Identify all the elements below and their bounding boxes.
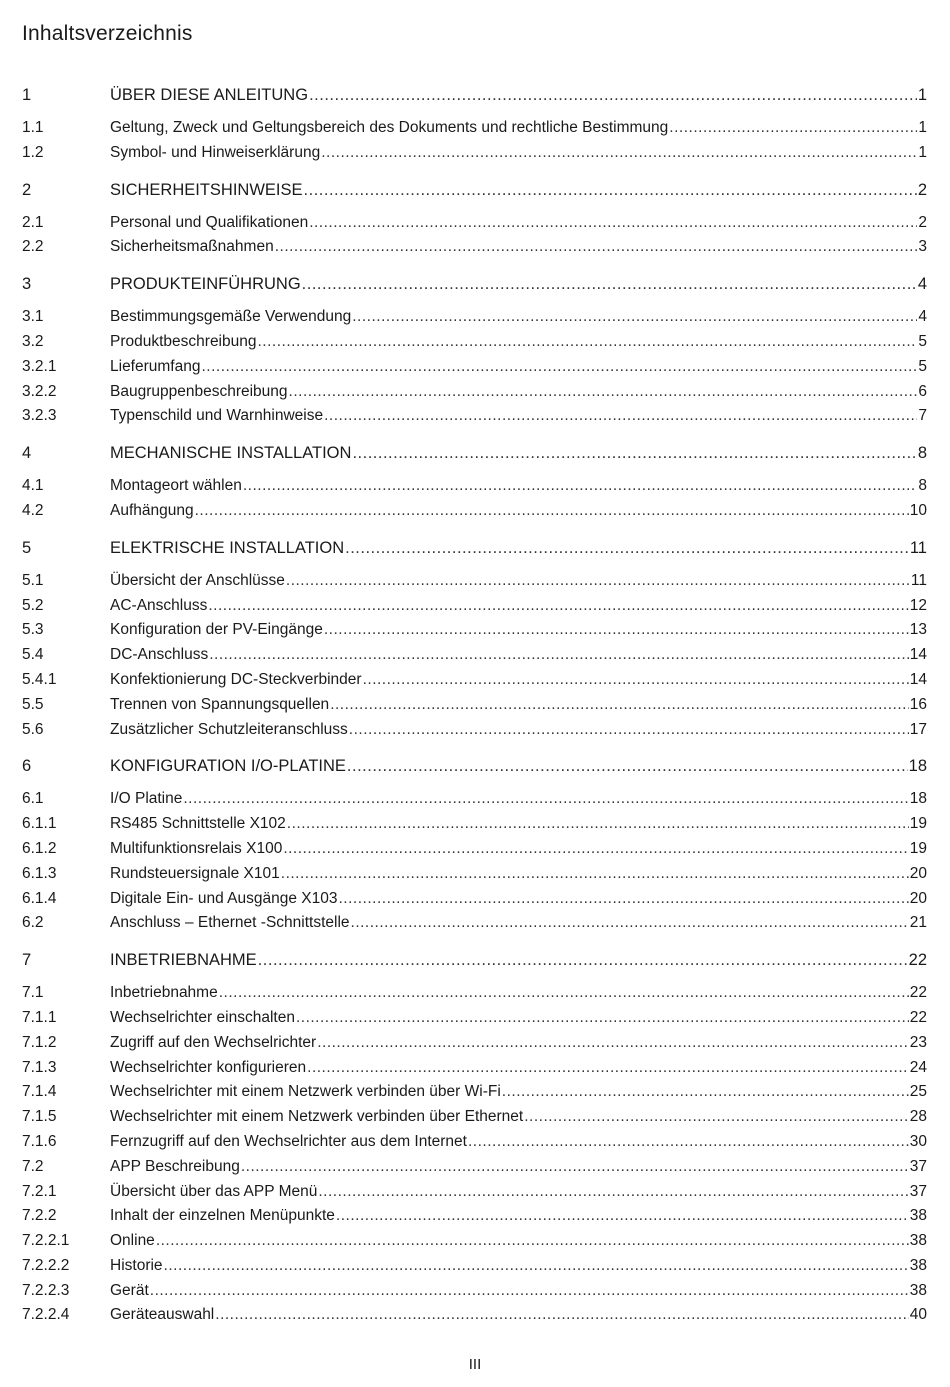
toc-entry-title: INBETRIEBNAHME (110, 951, 257, 970)
toc-entry-title: Online (110, 1232, 155, 1250)
dot-leader (286, 569, 910, 594)
toc-entry-title: Produktbeschreibung (110, 332, 257, 350)
toc-row[interactable] (22, 862, 927, 887)
dot-leader (201, 355, 917, 380)
toc-row[interactable] (22, 981, 927, 1006)
toc-entry-page: 1 (918, 143, 927, 161)
toc-entry-number: 2 (22, 180, 32, 199)
toc-entry-page: 5 (918, 332, 927, 350)
toc-entry-number: 7.2.2 (22, 1207, 57, 1225)
dot-leader (258, 947, 908, 973)
toc-entry-number: 5 (22, 538, 32, 557)
toc-entry-number: 7.2.2.3 (22, 1281, 70, 1299)
dot-leader (669, 116, 917, 141)
toc-entry-number: 3.2.1 (22, 357, 57, 375)
toc-row[interactable] (22, 837, 927, 862)
toc-entry-number: 7.1.5 (22, 1108, 57, 1126)
toc-entry-title: ÜBER DIESE ANLEITUNG (110, 86, 309, 104)
toc-entry-number: 5.1 (22, 571, 44, 589)
toc-entry-page: 1 (917, 86, 927, 104)
toc-entry-number: 5.3 (22, 621, 44, 639)
toc-entry-title: Typenschild und Warnhinweise (110, 407, 324, 425)
toc-entry-page: 13 (909, 621, 927, 639)
toc-entry-title: Anschluss – Ethernet -Schnittstelle (110, 914, 350, 932)
toc-entry-page: 20 (909, 864, 927, 882)
toc-entry-page: 14 (909, 670, 927, 688)
toc-row[interactable] (22, 718, 927, 743)
toc-row[interactable] (22, 1056, 927, 1081)
toc-entry-page: 18 (909, 790, 927, 808)
toc-chapter-row[interactable] (22, 947, 927, 973)
toc-entry-title: I/O Platine (110, 790, 183, 808)
dot-leader (345, 535, 909, 561)
toc-row[interactable] (22, 235, 927, 260)
toc-entry-page: 7 (918, 407, 927, 425)
dot-leader (524, 1105, 909, 1130)
toc-entry-title: Bestimmungsgemäße Verwendung (110, 308, 352, 326)
toc-entry-title: KONFIGURATION I/O-PLATINE (110, 757, 346, 776)
dot-leader (208, 594, 908, 619)
toc-entry-number: 6 (22, 757, 32, 776)
toc-row[interactable] (22, 499, 927, 524)
dot-leader (502, 1080, 909, 1105)
toc-entry-page: 25 (909, 1083, 927, 1101)
toc-row[interactable] (22, 305, 927, 330)
toc-entry-page: 21 (909, 914, 927, 932)
dot-leader (468, 1130, 909, 1155)
toc-entry-page: 30 (909, 1132, 927, 1150)
dot-leader (352, 440, 916, 466)
toc-row[interactable] (22, 1130, 927, 1155)
toc-entry-title: Multifunktionsrelais X100 (110, 839, 283, 857)
toc-entry-page: 37 (909, 1182, 927, 1200)
toc-entry-page: 19 (909, 839, 927, 857)
toc-row[interactable] (22, 1303, 927, 1328)
toc-entry-number: 3 (22, 275, 32, 294)
dot-leader (309, 82, 917, 108)
toc-entry-number: 4.1 (22, 477, 44, 495)
toc-entry-title: MECHANISCHE INSTALLATION (110, 444, 352, 463)
toc-entry-number: 3.1 (22, 308, 44, 326)
dot-leader (302, 271, 917, 297)
dot-leader (307, 1056, 909, 1081)
toc-entry-page: 4 (917, 275, 927, 294)
toc-entry-number: 6.1.4 (22, 889, 57, 907)
toc-row[interactable] (22, 1031, 927, 1056)
toc-entry-number: 7 (22, 951, 32, 970)
toc-entry-page: 22 (909, 1008, 927, 1026)
toc-row[interactable] (22, 1229, 927, 1254)
toc-entry-page: 12 (909, 596, 927, 614)
dot-leader (318, 1180, 908, 1205)
toc-row[interactable] (22, 141, 927, 166)
toc-entry-title: Historie (110, 1256, 163, 1274)
toc-row[interactable] (22, 355, 927, 380)
toc-entry-page: 38 (909, 1256, 927, 1274)
toc-entry-number: 6.1 (22, 790, 44, 808)
toc-entry-number: 3.2.2 (22, 382, 57, 400)
toc-row[interactable] (22, 812, 927, 837)
toc-entry-title: Geräteauswahl (110, 1306, 215, 1324)
toc-entry-title: Konfektionierung DC-Steckverbinder (110, 670, 362, 688)
toc-entry-title: PRODUKTEINFÜHRUNG (110, 275, 301, 294)
toc-entry-number: 1 (22, 86, 32, 104)
toc-row[interactable] (22, 643, 927, 668)
toc-row[interactable] (22, 380, 927, 405)
toc-entry-title: Geltung, Zweck und Geltungsbereich des Dokuments und rechtliche Bestimmung (110, 119, 669, 136)
toc-entry-page: 2 (917, 180, 927, 199)
toc-entry-number: 5.6 (22, 720, 44, 738)
toc-entry-page: 38 (909, 1232, 927, 1250)
toc-entry-number: 5.4.1 (22, 670, 57, 688)
toc-entry-number: 4.2 (22, 501, 44, 519)
toc-entry-number: 7.1.2 (22, 1033, 57, 1051)
toc-entry-number: 7.1.3 (22, 1058, 57, 1076)
dot-leader (339, 887, 909, 912)
toc-entry-page: 38 (909, 1281, 927, 1299)
toc-entry-title: Konfiguration der PV-Eingänge (110, 621, 323, 639)
dot-leader (317, 1031, 909, 1056)
toc-entry-number: 6.2 (22, 914, 44, 932)
toc-entry-page: 38 (909, 1207, 927, 1225)
toc-entry-title: ELEKTRISCHE INSTALLATION (110, 538, 345, 557)
toc-row[interactable] (22, 1254, 927, 1279)
dot-leader (309, 211, 917, 236)
toc-entry-number: 6.1.2 (22, 839, 57, 857)
toc-entry-number: 1.1 (22, 119, 44, 136)
toc-chapter-row[interactable] (22, 271, 927, 297)
toc-entry-title: Inhalt der einzelnen Menüpunkte (110, 1207, 335, 1225)
toc-chapter-row[interactable] (22, 753, 927, 779)
toc-entry-page: 8 (918, 477, 927, 495)
dot-leader (241, 1155, 909, 1180)
toc-row[interactable] (22, 1204, 927, 1229)
toc-entry-page: 22 (908, 951, 927, 970)
toc-entry-title: AC-Anschluss (110, 596, 208, 614)
toc-entry-title: Fernzugriff auf den Wechselrichter aus dem Internet (110, 1132, 467, 1150)
toc-entry-page: 4 (918, 308, 927, 326)
toc-chapter-row[interactable] (22, 440, 927, 466)
toc-entry-title: Digitale Ein- und Ausgänge X103 (110, 889, 338, 907)
toc-entry-page: 2 (918, 213, 927, 231)
toc-entry-page: 22 (909, 984, 927, 1002)
dot-leader (275, 235, 918, 260)
toc-entry-page: 14 (909, 646, 927, 664)
toc-entry-page: 11 (909, 538, 927, 557)
toc-entry-title: Lieferumfang (110, 357, 201, 375)
dot-leader (352, 305, 917, 330)
toc-entry-title: Zugriff auf den Wechselrichter (110, 1033, 317, 1051)
dot-leader (324, 404, 917, 429)
toc-row[interactable] (22, 474, 927, 499)
toc-row[interactable] (22, 787, 927, 812)
toc-entry-title: Wechselrichter einschalten (110, 1008, 295, 1026)
toc-entry-page: 11 (910, 571, 927, 589)
dot-leader (219, 981, 909, 1006)
page-number: III (468, 1356, 482, 1373)
toc-entry-number: 3.2 (22, 332, 44, 350)
toc-chapter-row[interactable] (22, 535, 927, 561)
toc-row[interactable] (22, 594, 927, 619)
toc-chapter-row[interactable] (22, 177, 927, 203)
toc-entry-number: 7.1.6 (22, 1132, 57, 1150)
toc-entry-title: Montageort wählen (110, 477, 242, 495)
dot-leader (296, 1006, 909, 1031)
toc-entry-page: 23 (909, 1033, 927, 1051)
toc-entry-title: Gerät (110, 1281, 149, 1299)
toc-entry-number: 7.2.2.1 (22, 1232, 70, 1250)
toc-entry-number: 7.2.2.2 (22, 1256, 70, 1274)
toc-entry-page: 16 (909, 695, 927, 713)
dot-leader (243, 474, 918, 499)
toc-entry-title: Symbol- und Hinweiserklärung (110, 143, 321, 161)
toc-entry-number: 2.2 (22, 238, 44, 256)
toc-entry-title: Übersicht über das APP Menü (110, 1182, 318, 1200)
toc-row[interactable] (22, 887, 927, 912)
dot-leader (283, 837, 908, 862)
toc-entry-number: 6.1.3 (22, 864, 57, 882)
table-of-contents (22, 82, 927, 1328)
toc-entry-number: 7.2.1 (22, 1182, 57, 1200)
toc-entry-title: Wechselrichter mit einem Netzwerk verbinden über Wi-Fi (110, 1083, 501, 1101)
toc-entry-number: 2.1 (22, 213, 44, 231)
toc-entry-page: 10 (909, 501, 927, 519)
toc-entry-title: Baugruppenbeschreibung (110, 382, 288, 400)
toc-entry-number: 6.1.1 (22, 815, 57, 833)
dot-leader (349, 718, 909, 743)
toc-entry-number: 7.1 (22, 984, 44, 1002)
toc-row[interactable] (22, 569, 927, 594)
toc-entry-number: 7.1.4 (22, 1083, 57, 1101)
dot-leader (289, 380, 918, 405)
toc-entry-number: 5.5 (22, 695, 44, 713)
dot-leader (321, 141, 917, 166)
dot-leader (347, 753, 908, 779)
dot-leader (258, 330, 918, 355)
toc-row[interactable] (22, 1105, 927, 1130)
toc-entry-page: 6 (918, 382, 927, 400)
toc-row[interactable] (22, 668, 927, 693)
toc-entry-title: Personal und Qualifikationen (110, 213, 309, 231)
dot-leader (156, 1229, 909, 1254)
toc-chapter-row[interactable] (22, 82, 927, 108)
dot-leader (150, 1279, 909, 1304)
toc-entry-page: 24 (909, 1058, 927, 1076)
toc-entry-title: Inbetriebnahme (110, 984, 218, 1002)
toc-entry-title: Aufhängung (110, 501, 194, 519)
toc-entry-title: Rundsteuersignale X101 (110, 864, 280, 882)
dot-leader (324, 618, 909, 643)
toc-entry-title: RS485 Schnittstelle X102 (110, 815, 286, 833)
toc-entry-number: 5.4 (22, 646, 44, 664)
toc-entry-number: 3.2.3 (22, 407, 57, 425)
toc-entry-title: APP Beschreibung (110, 1157, 240, 1175)
toc-entry-page: 40 (909, 1306, 927, 1324)
page-title: Inhaltsverzeichnis (22, 22, 193, 45)
toc-entry-number: 7.2 (22, 1157, 44, 1175)
toc-entry-title: SICHERHEITSHINWEISE (110, 180, 303, 199)
toc-row[interactable] (22, 211, 927, 236)
toc-entry-page: 37 (909, 1157, 927, 1175)
toc-entry-title: Übersicht der Anschlüsse (110, 571, 285, 589)
dot-leader (304, 177, 917, 203)
toc-entry-title: Zusätzlicher Schutzleiteranschluss (110, 720, 348, 738)
dot-leader (209, 643, 909, 668)
toc-entry-page: 3 (918, 238, 927, 256)
toc-row[interactable] (22, 693, 927, 718)
toc-entry-page: 17 (909, 720, 927, 738)
toc-row[interactable] (22, 1155, 927, 1180)
dot-leader (336, 1204, 909, 1229)
toc-row[interactable] (22, 1006, 927, 1031)
dot-leader (330, 693, 909, 718)
toc-entry-page: 18 (908, 757, 927, 776)
toc-row[interactable] (22, 116, 927, 141)
toc-entry-number: 5.2 (22, 596, 44, 614)
dot-leader (363, 668, 909, 693)
toc-entry-title: Sicherheitsmaßnahmen (110, 238, 274, 256)
toc-entry-number: 4 (22, 444, 32, 463)
toc-entry-number: 1.2 (22, 143, 44, 161)
toc-entry-title: Wechselrichter mit einem Netzwerk verbinden über Ethernet (110, 1108, 524, 1126)
toc-entry-number: 7.1.1 (22, 1008, 57, 1026)
toc-entry-page: 5 (918, 357, 927, 375)
dot-leader (164, 1254, 909, 1279)
toc-row[interactable] (22, 1279, 927, 1304)
toc-entry-page: 8 (917, 444, 927, 463)
toc-entry-page: 28 (909, 1108, 927, 1126)
dot-leader (351, 911, 909, 936)
toc-entry-page: 20 (909, 889, 927, 907)
toc-entry-page: 1 (918, 119, 927, 136)
dot-leader (287, 812, 909, 837)
dot-leader (183, 787, 908, 812)
toc-row[interactable] (22, 330, 927, 355)
toc-row[interactable] (22, 911, 927, 936)
dot-leader (215, 1303, 908, 1328)
toc-entry-title: Trennen von Spannungsquellen (110, 695, 330, 713)
toc-entry-page: 19 (909, 815, 927, 833)
toc-row[interactable] (22, 404, 927, 429)
toc-row[interactable] (22, 618, 927, 643)
toc-entry-title: DC-Anschluss (110, 646, 209, 664)
toc-row[interactable] (22, 1080, 927, 1105)
dot-leader (281, 862, 909, 887)
toc-entry-number: 7.2.2.4 (22, 1306, 70, 1324)
toc-entry-title: Wechselrichter konfigurieren (110, 1058, 307, 1076)
dot-leader (195, 499, 909, 524)
toc-row[interactable] (22, 1180, 927, 1205)
